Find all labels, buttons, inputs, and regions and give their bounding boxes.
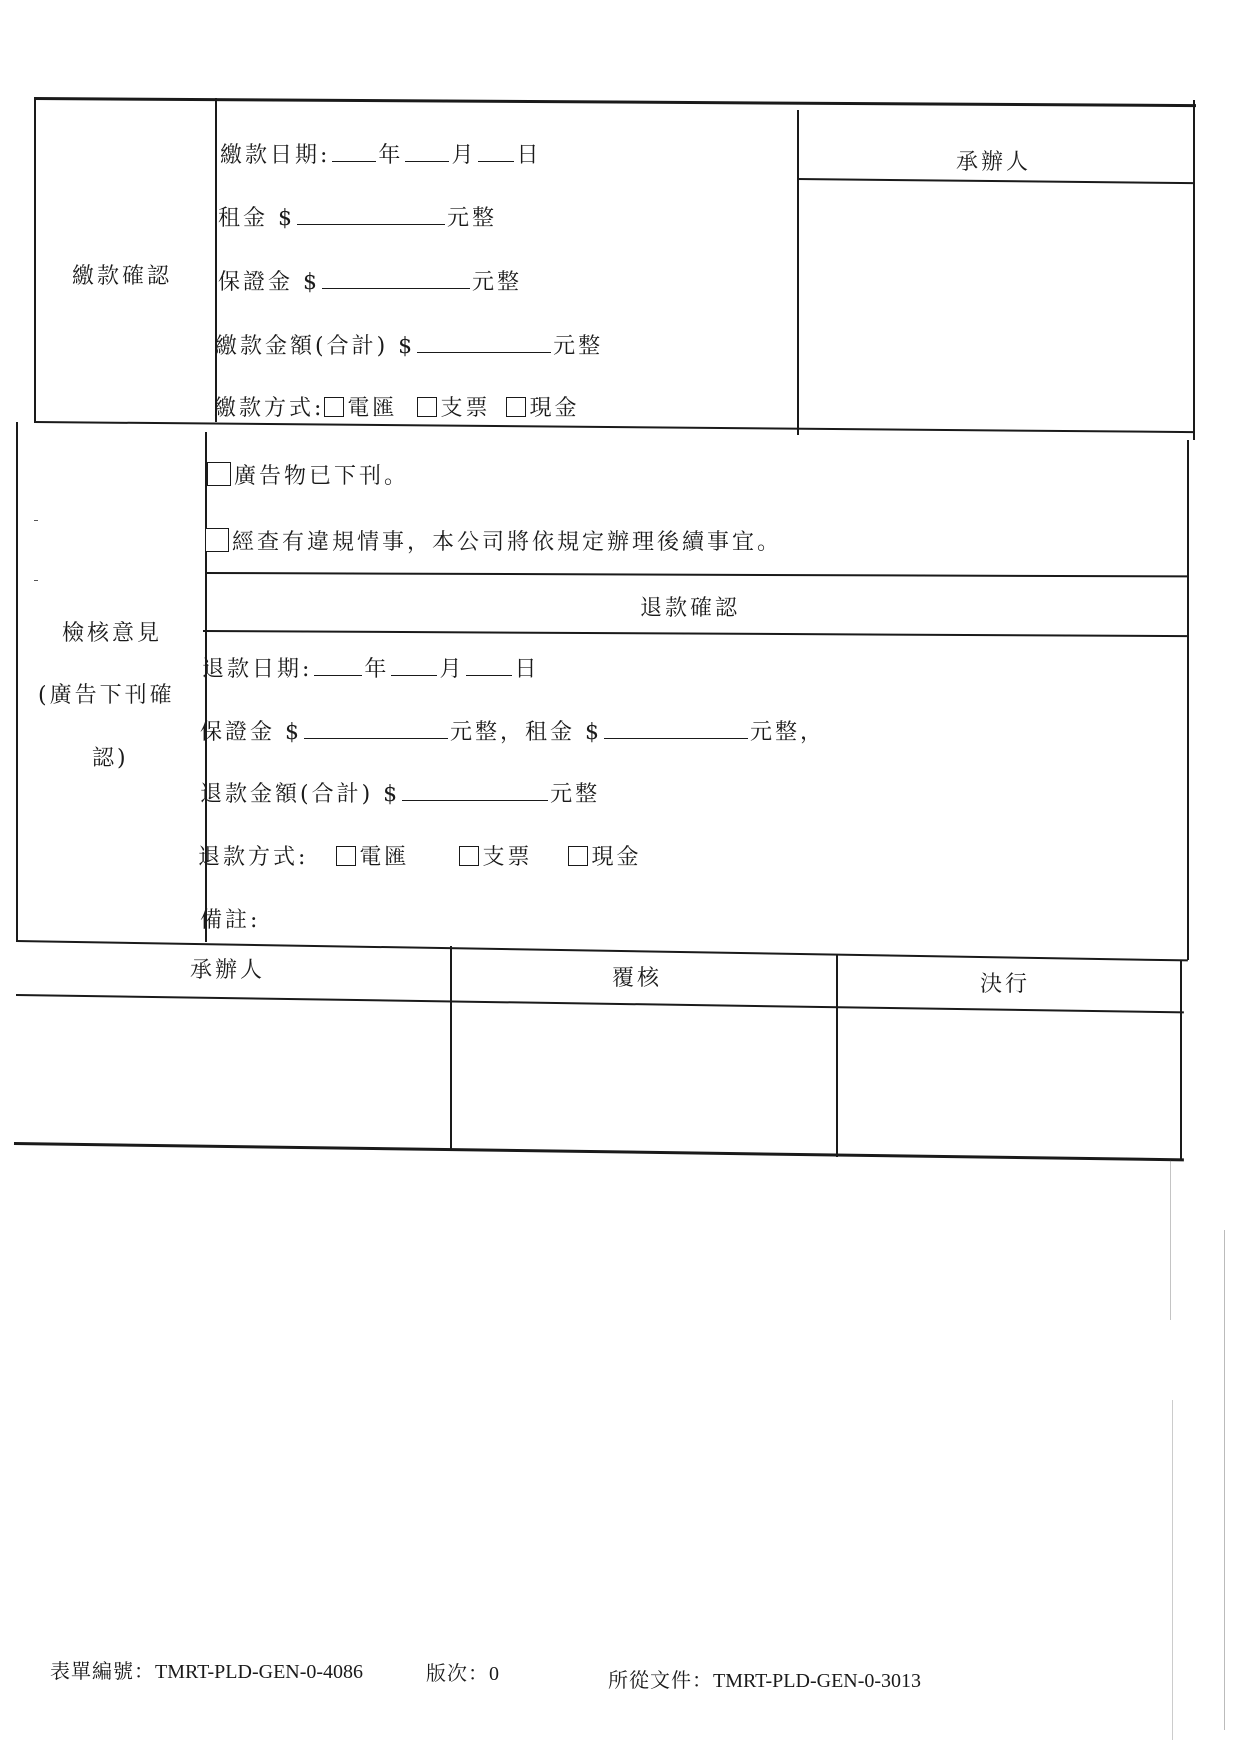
refund-wire-label: 電匯	[359, 845, 410, 870]
payment-handler-header: 承辦人	[956, 150, 1032, 175]
review-published-checkbox[interactable]	[207, 462, 231, 486]
review-option-published	[207, 462, 409, 488]
refund-total-row	[200, 782, 600, 806]
refund-date-row	[202, 657, 539, 681]
payment-check-label: 支票	[440, 396, 491, 421]
refund-rent-field[interactable]	[604, 720, 748, 739]
refund-cash-checkbox[interactable]	[568, 846, 588, 866]
payment-day-field[interactable]	[478, 143, 514, 162]
refund-method-label: 退款方式:	[198, 845, 309, 870]
review-published-label: 廣告物已下刊。	[234, 464, 410, 489]
payment-date-row	[220, 143, 541, 167]
refund-deposit-label: 保證金 $	[200, 720, 302, 745]
payment-rent-row	[218, 206, 497, 230]
payment-month-field[interactable]	[405, 143, 449, 162]
payment-total-unit: 元整	[553, 334, 604, 359]
payment-method-label: 繳款方式:	[214, 396, 325, 421]
payment-deposit-field[interactable]	[322, 270, 470, 289]
refund-wire-checkbox[interactable]	[336, 846, 356, 866]
signoff-handler-cell[interactable]	[18, 998, 448, 1138]
refund-cash-label: 現金	[591, 845, 642, 870]
payment-rent-label: 租金 $	[218, 206, 295, 231]
payment-section-label: 繳款確認	[72, 264, 173, 289]
payment-deposit-label: 保證金 $	[218, 270, 320, 295]
refund-check-label: 支票	[482, 845, 533, 870]
payment-cash-label: 現金	[529, 396, 580, 421]
signoff-approve-cell[interactable]	[839, 1006, 1179, 1146]
signoff-approve-header: 決行	[980, 972, 1031, 997]
footer-form-number-label: 表單編號：	[50, 1659, 155, 1683]
refund-header: 退款確認	[640, 596, 741, 621]
review-section-label-1: 檢核意見	[62, 621, 163, 646]
refund-check-checkbox[interactable]	[459, 846, 479, 866]
footer-version-label: 版次：	[426, 1661, 489, 1685]
payment-wire-checkbox[interactable]	[324, 397, 344, 417]
footer-reference-label: 所從文件：	[608, 1668, 713, 1692]
footer-version	[426, 1657, 499, 1686]
refund-day-field[interactable]	[466, 657, 512, 676]
refund-total-unit: 元整	[550, 782, 601, 807]
payment-month-unit: 月	[451, 143, 477, 168]
signoff-handler-header: 承辦人	[190, 958, 266, 983]
payment-rent-unit: 元整	[447, 206, 498, 231]
refund-remark-label: 備註:	[200, 908, 261, 933]
refund-total-label: 退款金額(合計) $	[200, 782, 401, 807]
refund-year-unit: 年	[364, 657, 390, 682]
review-violation-checkbox[interactable]	[205, 528, 229, 552]
refund-date-label: 退款日期:	[202, 657, 313, 682]
refund-rent-label: 租金 $	[525, 720, 603, 745]
payment-deposit-unit: 元整	[472, 270, 523, 295]
refund-method-row	[198, 846, 641, 869]
payment-year-unit: 年	[378, 143, 404, 168]
footer-form-number-value: TMRT-PLD-GEN-0-4086	[155, 1661, 364, 1683]
review-section-label-3: 認)	[92, 746, 129, 771]
payment-date-label: 繳款日期:	[220, 143, 331, 168]
refund-deposit-field[interactable]	[304, 720, 448, 739]
footer-form-number	[50, 1655, 363, 1684]
payment-check-checkbox[interactable]	[417, 397, 437, 417]
payment-total-label: 繳款金額(合計) $	[215, 334, 416, 359]
payment-rent-field[interactable]	[297, 206, 445, 225]
payment-total-field[interactable]	[417, 334, 551, 353]
refund-day-unit: 日	[514, 657, 540, 682]
payment-total-row	[215, 334, 603, 358]
refund-deposit-unit: 元整，	[450, 720, 526, 745]
payment-year-field[interactable]	[332, 143, 376, 162]
footer-version-value: 0	[489, 1663, 499, 1685]
payment-wire-label: 電匯	[347, 396, 398, 421]
payment-deposit-row	[218, 270, 522, 294]
footer-reference-doc	[608, 1664, 921, 1693]
review-option-violation	[205, 528, 782, 554]
refund-month-field[interactable]	[391, 657, 437, 676]
footer-reference-value: TMRT-PLD-GEN-0-3013	[713, 1670, 922, 1692]
review-violation-label: 經查有違規情事，本公司將依規定辦理後續事宜。	[232, 530, 783, 555]
refund-total-field[interactable]	[402, 782, 548, 801]
review-section-label-2: (廣告下刊確	[38, 683, 175, 708]
payment-cash-checkbox[interactable]	[506, 397, 526, 417]
refund-deposit-rent-row	[200, 720, 825, 744]
refund-month-unit: 月	[439, 657, 465, 682]
payment-method-row	[214, 397, 579, 420]
refund-rent-unit: 元整，	[750, 720, 826, 745]
signoff-review-cell[interactable]	[453, 1002, 833, 1142]
payment-day-unit: 日	[516, 143, 542, 168]
signoff-review-header: 覆核	[612, 966, 663, 991]
refund-year-field[interactable]	[314, 657, 362, 676]
